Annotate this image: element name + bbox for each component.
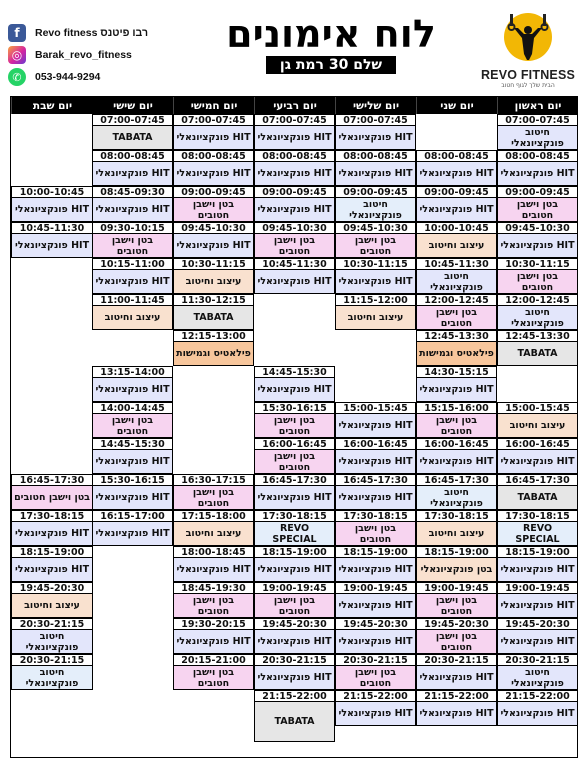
class-name: HIT פונקציונאלי bbox=[497, 161, 578, 186]
class-name: HIT פונקציונאלי bbox=[11, 197, 93, 222]
class-time: 13:15-14:00 bbox=[92, 366, 173, 378]
class-name: HIT פונקציונאלי bbox=[92, 377, 173, 402]
day-header: יום חמישי bbox=[173, 97, 254, 114]
class-name: TABATA bbox=[92, 125, 173, 150]
class-name: HIT פונקציונאלי bbox=[497, 593, 578, 618]
class-time: 09:00-09:45 bbox=[173, 186, 254, 198]
class-name: HIT פונקציונאלי bbox=[335, 485, 416, 510]
class-name: HIT פונקציונאלי bbox=[416, 377, 497, 402]
class-name: חיטוב פונקציונאלי bbox=[416, 485, 497, 510]
class-time: 16:45-17:30 bbox=[11, 474, 93, 486]
class-name: HIT פונקציונאלי bbox=[92, 197, 173, 222]
class-time: 12:45-13:30 bbox=[497, 330, 578, 342]
class-name: HIT פונקציונאלי bbox=[92, 521, 173, 546]
facebook-icon: f bbox=[8, 24, 26, 42]
class-time: 09:30-10:15 bbox=[92, 222, 173, 234]
class-name: HIT פונקציונאלי bbox=[254, 377, 335, 402]
class-name: חיטוב פונקציונאלי bbox=[335, 197, 416, 222]
class-name: HIT פונקציונאלי bbox=[416, 665, 497, 690]
class-name: עיצוב וחיטוב bbox=[416, 233, 497, 258]
class-name: HIT פונקציונאלי bbox=[173, 557, 254, 582]
class-name: בטן פונקציונאלי bbox=[416, 557, 497, 582]
class-time: 10:45-11:30 bbox=[11, 222, 93, 234]
class-time: 16:00-16:45 bbox=[254, 438, 335, 450]
class-time: 12:45-13:30 bbox=[416, 330, 497, 342]
class-name: חיטוב פונקציונאלי bbox=[497, 305, 578, 330]
class-time: 18:15-19:00 bbox=[335, 546, 416, 558]
class-name: HIT פונקציונאלי bbox=[254, 665, 335, 690]
day-header: יום רביעי bbox=[254, 97, 335, 114]
class-name: HIT פונקציונאלי bbox=[254, 485, 335, 510]
class-name: עיצוב וחיטוב bbox=[173, 269, 254, 294]
class-time: 17:30-18:15 bbox=[497, 510, 578, 522]
class-name: HIT פונקציונאלי bbox=[92, 161, 173, 186]
class-time: 08:00-08:45 bbox=[497, 150, 578, 162]
class-time: 20:30-21:15 bbox=[11, 654, 93, 666]
class-time: 09:00-09:45 bbox=[497, 186, 578, 198]
class-time: 10:30-11:15 bbox=[335, 258, 416, 270]
class-name: עיצוב וחיטוב bbox=[497, 413, 578, 438]
whatsapp-icon: ✆ bbox=[8, 68, 26, 86]
class-name: HIT פונקציונאלי bbox=[335, 701, 416, 726]
class-name: בטן וישבן חטובים bbox=[497, 269, 578, 294]
instagram-icon: ◎ bbox=[8, 46, 26, 64]
page-title: לוח אימונים bbox=[226, 12, 436, 56]
class-name: בטן וישבן חטובים bbox=[416, 413, 497, 438]
class-time: 11:15-12:00 bbox=[335, 294, 416, 306]
class-time: 08:00-08:45 bbox=[92, 150, 173, 162]
day-header: יום שלישי bbox=[335, 97, 416, 114]
class-time: 15:15-16:00 bbox=[416, 402, 497, 414]
class-time: 19:30-20:15 bbox=[173, 618, 254, 630]
class-time: 09:45-10:30 bbox=[173, 222, 254, 234]
class-name: חיטוב פונקציונאלי bbox=[497, 665, 578, 690]
class-time: 09:00-09:45 bbox=[335, 186, 416, 198]
class-time: 19:45-20:30 bbox=[335, 618, 416, 630]
whatsapp-row[interactable] bbox=[8, 66, 148, 88]
class-name: HIT פונקציונאלי bbox=[254, 161, 335, 186]
class-name: TABATA bbox=[497, 485, 578, 510]
class-time: 08:45-09:30 bbox=[92, 186, 173, 198]
class-time: 08:00-08:45 bbox=[254, 150, 335, 162]
class-time: 16:30-17:15 bbox=[173, 474, 254, 486]
class-name: HIT פונקציונאלי bbox=[254, 197, 335, 222]
class-name: HIT פונקציונאלי bbox=[335, 593, 416, 618]
class-time: 14:00-14:45 bbox=[92, 402, 173, 414]
class-name: HIT פונקציונאלי bbox=[173, 233, 254, 258]
class-time: 21:15-22:00 bbox=[416, 690, 497, 702]
class-name: עיצוב וחיטוב bbox=[173, 521, 254, 546]
instagram-handle: Barak_revo_fitness bbox=[35, 49, 132, 61]
class-time: 17:15-18:00 bbox=[173, 510, 254, 522]
class-time: 08:00-08:45 bbox=[416, 150, 497, 162]
class-name: בטן וישבן חטובים bbox=[335, 521, 416, 546]
class-time: 15:30-16:15 bbox=[92, 474, 173, 486]
class-name: HIT פונקציונאלי bbox=[11, 521, 93, 546]
logo-emblem-icon bbox=[500, 10, 556, 62]
class-time: 20:15-21:00 bbox=[173, 654, 254, 666]
class-name: HIT פונקציונאלי bbox=[173, 161, 254, 186]
class-name: בטן וישבן חטובים bbox=[416, 629, 497, 654]
class-name: HIT פונקציונאלי bbox=[416, 161, 497, 186]
class-name: HIT פונקציונאלי bbox=[497, 557, 578, 582]
class-time: 16:00-16:45 bbox=[497, 438, 578, 450]
class-time: 19:00-19:45 bbox=[497, 582, 578, 594]
class-time: 17:30-18:15 bbox=[335, 510, 416, 522]
class-time: 19:45-20:30 bbox=[11, 582, 93, 594]
facebook-row[interactable] bbox=[8, 22, 148, 44]
class-name: HIT פונקציונאלי bbox=[254, 125, 335, 150]
class-name: בטן וישבן חטובים bbox=[416, 593, 497, 618]
class-time: 08:00-08:45 bbox=[173, 150, 254, 162]
class-time: 16:45-17:30 bbox=[254, 474, 335, 486]
class-time: 15:30-16:15 bbox=[254, 402, 335, 414]
class-name: HIT פונקציונאלי bbox=[92, 269, 173, 294]
class-time: 11:30-12:15 bbox=[173, 294, 254, 306]
class-name: פילאטיס וגמישות bbox=[173, 341, 254, 366]
class-name: בטן וישבן חטובים bbox=[254, 233, 335, 258]
class-name: בטן וישבן חטובים bbox=[416, 305, 497, 330]
day-header: יום שישי bbox=[92, 97, 173, 114]
class-time: 15:00-15:45 bbox=[335, 402, 416, 414]
class-name: REVO SPECIAL bbox=[497, 521, 578, 546]
class-time: 12:00-12:45 bbox=[497, 294, 578, 306]
class-name: בטן וישבן חטובים bbox=[11, 485, 93, 510]
class-name: HIT פונקציונאלי bbox=[11, 233, 93, 258]
social-links bbox=[8, 22, 148, 88]
brand-tagline: הבית שלך לגוף חטוב bbox=[501, 82, 555, 89]
class-time: 17:30-18:15 bbox=[254, 510, 335, 522]
class-time: 11:00-11:45 bbox=[92, 294, 173, 306]
class-time: 21:15-22:00 bbox=[335, 690, 416, 702]
class-name: HIT פונקציונאלי bbox=[497, 629, 578, 654]
class-time: 10:45-11:30 bbox=[254, 258, 335, 270]
class-time: 20:30-21:15 bbox=[416, 654, 497, 666]
class-name: HIT פונקציונאלי bbox=[497, 233, 578, 258]
class-time: 21:15-22:00 bbox=[254, 690, 335, 702]
class-name: חיטוב פונקציונאלי bbox=[416, 269, 497, 294]
class-time: 10:00-10:45 bbox=[416, 222, 497, 234]
class-name: עיצוב וחיטוב bbox=[416, 521, 497, 546]
class-time: 20:30-21:15 bbox=[335, 654, 416, 666]
class-time: 16:45-17:30 bbox=[416, 474, 497, 486]
class-time: 07:00-07:45 bbox=[335, 114, 416, 126]
class-time: 19:45-20:30 bbox=[416, 618, 497, 630]
class-name: חיטוב פונקציונאלי bbox=[497, 125, 578, 150]
class-name: HIT פונקציונאלי bbox=[92, 449, 173, 474]
class-name: בטן וישבן חטובים bbox=[335, 665, 416, 690]
class-name: HIT פונקציונאלי bbox=[11, 557, 93, 582]
class-name: HIT פונקציונאלי bbox=[335, 161, 416, 186]
class-name: בטן וישבן חטובים bbox=[173, 485, 254, 510]
class-time: 18:15-19:00 bbox=[254, 546, 335, 558]
brand-logo bbox=[478, 10, 578, 92]
class-time: 18:15-19:00 bbox=[416, 546, 497, 558]
class-name: HIT פונקציונאלי bbox=[254, 269, 335, 294]
class-name: REVO SPECIAL bbox=[254, 521, 335, 546]
class-time: 10:45-11:30 bbox=[416, 258, 497, 270]
day-header: יום שבת bbox=[11, 97, 93, 114]
schedule-grid bbox=[10, 96, 578, 758]
class-time: 19:45-20:30 bbox=[497, 618, 578, 630]
class-name: עיצוב וחיטוב bbox=[92, 305, 173, 330]
class-time: 07:00-07:45 bbox=[254, 114, 335, 126]
class-time: 16:45-17:30 bbox=[335, 474, 416, 486]
class-time: 12:15-13:00 bbox=[173, 330, 254, 342]
class-name: פילאטיס וגמישות bbox=[416, 341, 497, 366]
title-block bbox=[196, 14, 466, 74]
class-time: 18:15-19:00 bbox=[11, 546, 93, 558]
class-time: 16:00-16:45 bbox=[416, 438, 497, 450]
class-time: 12:00-12:45 bbox=[416, 294, 497, 306]
class-name: HIT פונקציונאלי bbox=[416, 449, 497, 474]
class-time: 18:45-19:30 bbox=[173, 582, 254, 594]
class-name: חיטוב פונקציונאלי bbox=[11, 665, 93, 690]
class-time: 18:00-18:45 bbox=[173, 546, 254, 558]
class-time: 19:00-19:45 bbox=[254, 582, 335, 594]
class-time: 09:45-10:30 bbox=[497, 222, 578, 234]
class-name: בטן וישבן חטובים bbox=[92, 413, 173, 438]
class-time: 07:00-07:45 bbox=[92, 114, 173, 126]
brand-name: REVO FITNESS bbox=[480, 68, 576, 82]
class-time: 19:00-19:45 bbox=[416, 582, 497, 594]
class-time: 09:00-09:45 bbox=[254, 186, 335, 198]
class-name: בטן וישבן חטובים bbox=[335, 233, 416, 258]
class-name: TABATA bbox=[497, 341, 578, 366]
class-time: 16:45-17:30 bbox=[497, 474, 578, 486]
class-time: 17:30-18:15 bbox=[416, 510, 497, 522]
class-name: TABATA bbox=[173, 305, 254, 330]
instagram-row[interactable] bbox=[8, 44, 148, 66]
class-name: בטן וישבן חטובים bbox=[173, 593, 254, 618]
class-time: 07:00-07:45 bbox=[173, 114, 254, 126]
class-time: 09:45-10:30 bbox=[254, 222, 335, 234]
class-time: 15:00-15:45 bbox=[497, 402, 578, 414]
class-name: HIT פונקציונאלי bbox=[335, 557, 416, 582]
class-time: 08:00-08:45 bbox=[335, 150, 416, 162]
class-name: HIT פונקציונאלי bbox=[335, 269, 416, 294]
facebook-handle: Revo fitness רבו פיטנס bbox=[35, 27, 148, 39]
class-name: HIT פונקציונאלי bbox=[335, 449, 416, 474]
class-name: עיצוב וחיטוב bbox=[11, 593, 93, 618]
class-time: 14:45-15:30 bbox=[92, 438, 173, 450]
class-name: TABATA bbox=[254, 701, 335, 742]
class-time: 19:00-19:45 bbox=[335, 582, 416, 594]
class-name: HIT פונקציונאלי bbox=[254, 629, 335, 654]
class-time: 10:30-11:15 bbox=[497, 258, 578, 270]
class-name: HIT פונקציונאלי bbox=[416, 701, 497, 726]
class-name: HIT פונקציונאלי bbox=[335, 629, 416, 654]
class-time: 10:30-11:15 bbox=[173, 258, 254, 270]
class-time: 16:00-16:45 bbox=[335, 438, 416, 450]
class-name: HIT פונקציונאלי bbox=[335, 125, 416, 150]
class-time: 19:45-20:30 bbox=[254, 618, 335, 630]
class-name: בטן וישבן חטובים bbox=[497, 197, 578, 222]
class-time: 14:30-15:15 bbox=[416, 366, 497, 378]
class-name: בטן וישבן חטובים bbox=[254, 449, 335, 474]
class-time: 20:30-21:15 bbox=[11, 618, 93, 630]
class-name: HIT פונקציונאלי bbox=[416, 197, 497, 222]
class-name: עיצוב וחיטוב bbox=[335, 305, 416, 330]
class-time: 17:30-18:15 bbox=[11, 510, 93, 522]
class-name: HIT פונקציונאלי bbox=[92, 485, 173, 510]
class-name: HIT פונקציונאלי bbox=[173, 125, 254, 150]
class-time: 09:00-09:45 bbox=[416, 186, 497, 198]
class-name: HIT פונקציונאלי bbox=[335, 413, 416, 438]
class-time: 14:45-15:30 bbox=[254, 366, 335, 378]
class-name: חיטוב פונקציונאלי bbox=[11, 629, 93, 654]
page-subtitle: שלם 30 רמת גן bbox=[266, 56, 396, 74]
page-header bbox=[0, 0, 587, 96]
class-name: HIT פונקציונאלי bbox=[254, 557, 335, 582]
day-header: יום שני bbox=[416, 97, 497, 114]
class-name: HIT פונקציונאלי bbox=[173, 629, 254, 654]
class-time: 10:00-10:45 bbox=[11, 186, 93, 198]
class-name: בטן וישבן חטובים bbox=[92, 233, 173, 258]
class-time: 09:45-10:30 bbox=[335, 222, 416, 234]
class-name: בטן וישבן חטובים bbox=[254, 593, 335, 618]
day-header: יום ראשון bbox=[497, 97, 578, 114]
class-time: 18:15-19:00 bbox=[497, 546, 578, 558]
class-name: HIT פונקציונאלי bbox=[497, 701, 578, 726]
class-time: 21:15-22:00 bbox=[497, 690, 578, 702]
class-name: בטן וישבן חטובים bbox=[254, 413, 335, 438]
class-time: 20:30-21:15 bbox=[254, 654, 335, 666]
class-time: 07:00-07:45 bbox=[497, 114, 578, 126]
class-time: 16:15-17:00 bbox=[92, 510, 173, 522]
whatsapp-number: 053-944-9294 bbox=[35, 71, 101, 83]
class-name: בטן וישבן חטובים bbox=[173, 665, 254, 690]
class-name: HIT פונקציונאלי bbox=[497, 449, 578, 474]
class-time: 20:30-21:15 bbox=[497, 654, 578, 666]
class-name: בטן וישבן חטובים bbox=[173, 197, 254, 222]
class-time: 10:15-11:00 bbox=[92, 258, 173, 270]
